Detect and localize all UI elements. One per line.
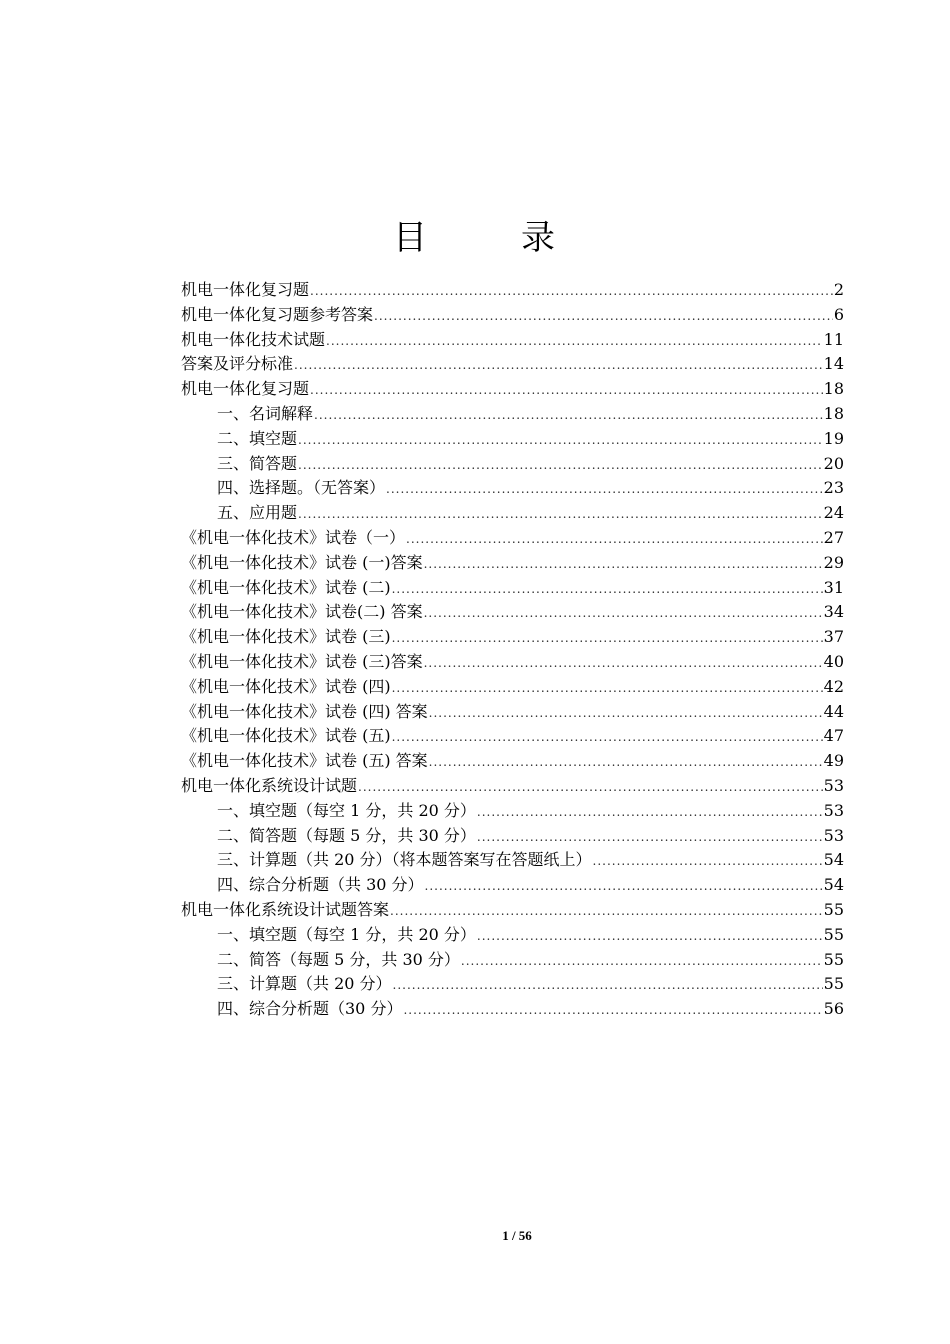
toc-entry-page-number: 55 xyxy=(823,899,844,919)
toc-title xyxy=(0,218,950,258)
toc-entry[interactable] xyxy=(181,774,844,799)
toc-entry[interactable] xyxy=(181,848,844,873)
toc-entry[interactable] xyxy=(181,650,844,675)
toc-entry[interactable] xyxy=(181,700,844,725)
toc-dot-leader xyxy=(403,998,822,1023)
toc-dot-leader xyxy=(461,949,823,974)
toc-entry-page-number: 29 xyxy=(823,552,844,572)
toc-entry-label: 机电一体化复习题 xyxy=(181,280,310,299)
toc-entry[interactable] xyxy=(181,923,844,948)
toc-entry-page-number: 6 xyxy=(833,304,844,324)
toc-entry[interactable] xyxy=(181,948,844,973)
toc-dot-leader xyxy=(326,329,823,354)
toc-entry-page-number: 55 xyxy=(823,924,844,944)
toc-dot-leader xyxy=(298,428,823,453)
toc-title-right: 录 xyxy=(521,218,557,258)
toc-dot-leader xyxy=(429,750,823,775)
toc-entry-page-number: 18 xyxy=(823,379,844,399)
toc-entry-page-number: 23 xyxy=(823,478,844,498)
toc-dot-leader xyxy=(424,552,823,577)
toc-entry-label: 一、名词解释 xyxy=(217,403,314,423)
toc-entry-label: 答案及评分标准 xyxy=(181,354,294,374)
toc-entry-page-number: 14 xyxy=(823,354,844,374)
toc-entry-page-number: 56 xyxy=(823,999,844,1019)
toc-dot-leader xyxy=(392,626,823,651)
toc-entry-page-number: 42 xyxy=(823,676,844,696)
toc-entry-page-number: 20 xyxy=(823,453,844,473)
toc-entry-label: 《机电一体化技术》试卷 (四) xyxy=(181,676,391,696)
toc-entry-label: 《机电一体化技术》试卷(二) 答案 xyxy=(181,602,423,622)
toc-entry-label: 三、计算题（共 20 分） xyxy=(217,974,392,994)
toc-entry-label: 《机电一体化技术》试卷 (三) xyxy=(181,627,391,647)
toc-entry-page-number: 47 xyxy=(823,726,844,746)
toc-entry[interactable] xyxy=(181,303,844,328)
toc-entry-label: 二、简答（每题 5 分，共 30 分） xyxy=(217,949,460,969)
toc-entry-label: 机电一体化复习题 xyxy=(181,379,310,399)
toc-entry-page-number: 37 xyxy=(823,627,844,647)
toc-entry[interactable] xyxy=(181,600,844,625)
toc-dot-leader xyxy=(358,775,823,800)
toc-dot-leader xyxy=(477,825,823,850)
toc-dot-leader xyxy=(390,899,823,924)
toc-dot-leader xyxy=(294,353,823,378)
toc-dot-leader xyxy=(310,279,833,304)
toc-dot-leader xyxy=(386,477,823,502)
toc-entry[interactable] xyxy=(181,352,844,377)
toc-entry-label: 机电一体化系统设计试题 xyxy=(181,775,358,795)
toc-title-left: 目 xyxy=(393,218,429,258)
toc-entry-label: 《机电一体化技术》试卷 (一)答案 xyxy=(181,552,423,572)
toc-entry[interactable] xyxy=(181,377,844,402)
toc-entry[interactable] xyxy=(181,278,844,303)
toc-entry-label: 《机电一体化技术》试卷 (四) 答案 xyxy=(181,701,428,721)
toc-entry-label: 三、计算题（共 20 分）（将本题答案写在答题纸上） xyxy=(217,850,592,870)
toc-entry-label: 机电一体化系统设计试题答案 xyxy=(181,899,390,919)
toc-entry[interactable] xyxy=(181,898,844,923)
toc-dot-leader xyxy=(298,502,823,527)
toc-entry[interactable] xyxy=(181,402,844,427)
toc-dot-leader xyxy=(424,651,823,676)
toc-dot-leader xyxy=(593,849,823,874)
toc-entry-page-number: 53 xyxy=(823,800,844,820)
toc-entry[interactable] xyxy=(181,972,844,997)
toc-entry-label: 四、综合分析题（共 30 分） xyxy=(217,875,424,895)
toc-entry-page-number: 40 xyxy=(823,651,844,671)
toc-entry[interactable] xyxy=(181,526,844,551)
toc-entry[interactable] xyxy=(181,452,844,477)
toc-dot-leader xyxy=(429,701,823,726)
toc-dot-leader xyxy=(393,973,823,998)
toc-entry-label: 《机电一体化技术》试卷 (三)答案 xyxy=(181,651,423,671)
toc-entry-label: 一、填空题（每空 1 分，共 20 分） xyxy=(217,800,476,820)
toc-entry-label: 三、简答题 xyxy=(217,453,298,473)
toc-dot-leader xyxy=(392,725,823,750)
toc-entry-page-number: 11 xyxy=(823,329,844,349)
toc-entry-page-number: 55 xyxy=(823,974,844,994)
toc-entry-page-number: 44 xyxy=(823,701,844,721)
toc-entry-page-number: 19 xyxy=(823,428,844,448)
toc-entry[interactable] xyxy=(181,625,844,650)
toc-dot-leader xyxy=(374,304,833,329)
toc-entry[interactable] xyxy=(181,675,844,700)
toc-entry-page-number: 27 xyxy=(823,527,844,547)
toc-entry-page-number: 18 xyxy=(823,403,844,423)
toc-entry-label: 二、简答题（每题 5 分，共 30 分） xyxy=(217,825,476,845)
toc-entry-page-number: 54 xyxy=(823,850,844,870)
toc-entry-page-number: 53 xyxy=(823,775,844,795)
toc-dot-leader xyxy=(477,800,823,825)
toc-entry[interactable] xyxy=(181,724,844,749)
page-number: 1 / 56 xyxy=(502,1228,532,1243)
toc-entry-page-number: 31 xyxy=(823,577,844,597)
toc-entry-label: 五、应用题 xyxy=(217,503,298,523)
toc-entry[interactable] xyxy=(181,576,844,601)
toc-entry-page-number: 54 xyxy=(823,875,844,895)
toc-entry[interactable] xyxy=(181,824,844,849)
toc-entry-label: 《机电一体化技术》试卷（一） xyxy=(181,527,406,547)
toc-dot-leader xyxy=(314,403,823,428)
toc-entry-label: 机电一体化复习题参考答案 xyxy=(181,304,374,324)
toc-dot-leader xyxy=(392,676,823,701)
toc-dot-leader xyxy=(477,924,823,949)
toc-entry-label: 《机电一体化技术》试卷 (五) xyxy=(181,726,391,746)
toc-entry-label: 四、选择题。（无答案） xyxy=(217,478,386,498)
toc-entry-label: 二、填空题 xyxy=(217,428,298,448)
toc-entry[interactable] xyxy=(181,476,844,501)
toc-dot-leader xyxy=(424,601,823,626)
toc-entry[interactable] xyxy=(181,328,844,353)
toc-entry-label: 四、综合分析题（30 分） xyxy=(217,999,403,1019)
toc-entry[interactable] xyxy=(181,997,844,1022)
toc-entry[interactable] xyxy=(181,873,844,898)
toc-entry-page-number: 49 xyxy=(823,751,844,771)
toc-entry[interactable] xyxy=(181,427,844,452)
toc-dot-leader xyxy=(310,378,823,403)
toc-dot-leader xyxy=(425,874,823,899)
toc-list xyxy=(181,278,844,1022)
toc-entry-page-number: 53 xyxy=(823,825,844,845)
toc-entry[interactable] xyxy=(181,799,844,824)
toc-entry[interactable] xyxy=(181,749,844,774)
toc-entry-label: 《机电一体化技术》试卷 (二) xyxy=(181,577,391,597)
toc-entry-page-number: 55 xyxy=(823,949,844,969)
toc-entry-label: 机电一体化技术试题 xyxy=(181,329,326,349)
toc-entry-page-number: 34 xyxy=(823,602,844,622)
toc-entry-page-number: 2 xyxy=(833,280,844,299)
toc-dot-leader xyxy=(298,453,823,478)
toc-entry-label: 《机电一体化技术》试卷 (五) 答案 xyxy=(181,751,428,771)
toc-entry-label: 一、填空题（每空 1 分，共 20 分） xyxy=(217,924,476,944)
toc-dot-leader xyxy=(392,577,823,602)
toc-entry[interactable] xyxy=(181,551,844,576)
toc-entry[interactable] xyxy=(181,501,844,526)
toc-dot-leader xyxy=(406,527,823,552)
toc-entry-page-number: 24 xyxy=(823,503,844,523)
